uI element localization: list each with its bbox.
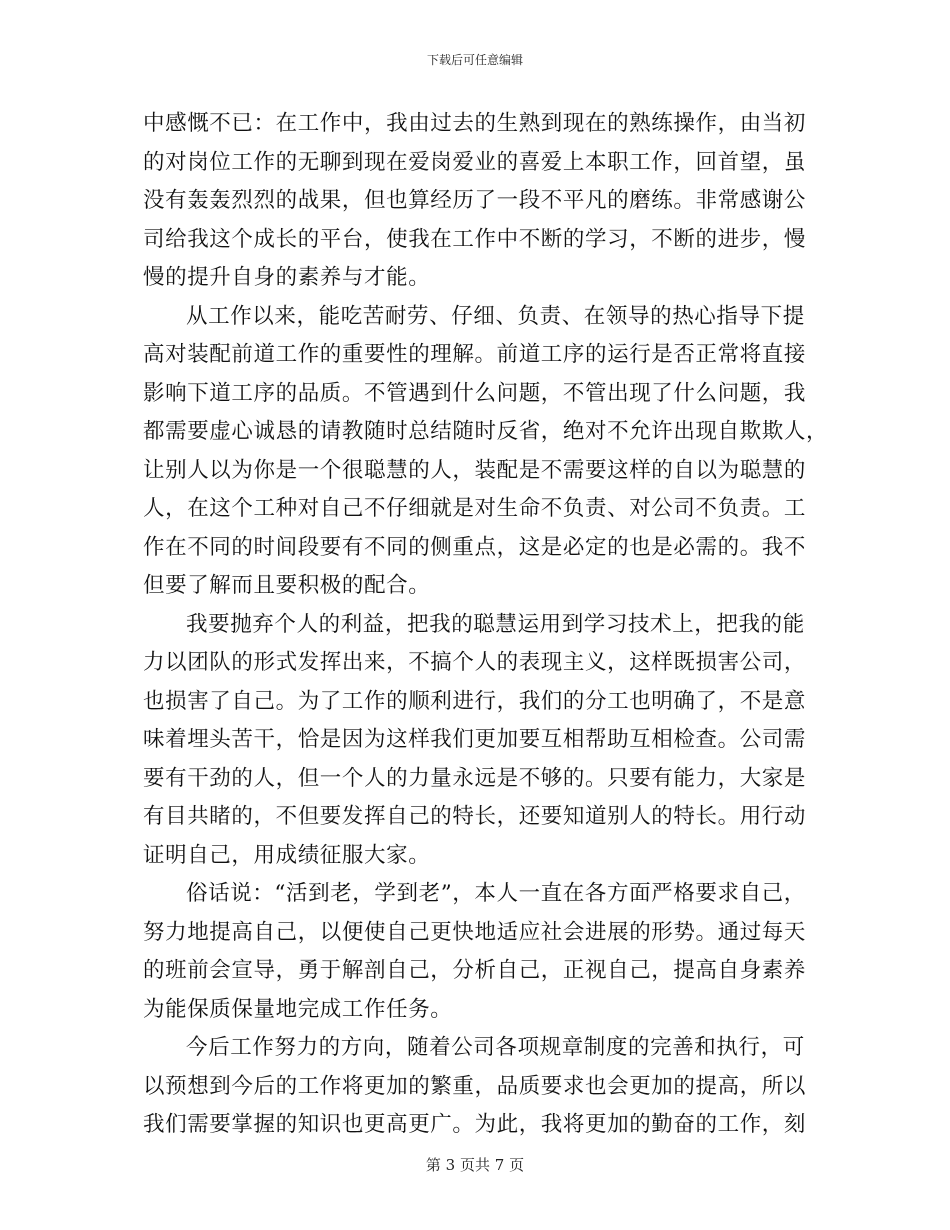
text-line: 中感慨不已：在工作中，我由过去的生熟到现在的熟练操作，由当初 — [143, 111, 807, 136]
text-line: 俗话说：“活到老，学到老”，本人一直在各方面严格要求自己， — [186, 881, 806, 906]
text-line: 以预想到今后的工作将更加的繁重，品质要求也会更加的提高，所以 — [143, 1073, 807, 1099]
text-line: 力以团队的形式发挥出来，不搞个人的表现主义，这样既损害公司， — [143, 650, 807, 675]
text-line: 从工作以来，能吃苦耐劳、仔细、负责、在领导的热心指导下提 — [186, 303, 805, 329]
text-line: 有目共睹的，不但要发挥自己的特长，还要知道别人的特长。用行动 — [143, 804, 807, 829]
text-line: 要有干劲的人，但一个人的力量永远是不够的。只要有能力，大家是 — [143, 765, 807, 791]
text-line: 努力地提高自己，以便使自己更快地适应社会进展的形势。通过每天 — [143, 919, 807, 945]
text-line: 没有轰轰烈烈的战果，但也算经历了一段不平凡的磨练。非常感谢公 — [143, 188, 807, 213]
text-line: 的对岗位工作的无聊到现在爱岗爱业的喜爱上本职工作，回首望，虽 — [143, 149, 807, 175]
document-body — [143, 105, 829, 1145]
text-line: 作在不同的时间段要有不同的侧重点，这是必定的也是必需的。我不 — [143, 534, 807, 560]
text-line: 影响下道工序的品质。不管遇到什么问题，不管出现了什么问题，我 — [143, 380, 807, 406]
text-line: 我要抛弃个人的利益，把我的聪慧运用到学习技术上，把我的能 — [186, 611, 805, 637]
text-line: 高对装配前道工作的重要性的理解。前道工序的运行是否正常将直接 — [143, 342, 807, 367]
page-footer: 第 3 页共 7 页 — [425, 1156, 525, 1174]
text-line: 慢的提升自身的素养与才能。 — [143, 265, 431, 290]
text-line: 证明自己，用成绩征服大家。 — [143, 842, 431, 868]
text-line: 今后工作努力的方向，随着公司各项规章制度的完善和执行，可 — [186, 1035, 805, 1060]
text-line: 的班前会宣导，勇于解剖自己，分析自己，正视自己，提高自身素养 — [143, 958, 807, 983]
text-line: 味着埋头苦干，恰是因为这样我们更加要互相帮助互相检查。公司需 — [143, 727, 807, 752]
text-line: 为能保质保量地完成工作任务。 — [143, 996, 453, 1022]
text-line: 人，在这个工种对自己不仔细就是对生命不负责、对公司不负责。工 — [143, 496, 807, 521]
page-header: 下载后可任意编辑 — [426, 53, 523, 67]
text-line: 都需要虚心诚恳的请教随时总结随时反省，绝对不允许出现自欺欺人， — [143, 419, 829, 444]
text-line: 司给我这个成长的平台，使我在工作中不断的学习，不断的进步，慢 — [143, 226, 807, 252]
text-line: 但要了解而且要积极的配合。 — [143, 573, 431, 598]
text-line: 也损害了自己。为了工作的顺利进行，我们的分工也明确了，不是意 — [143, 688, 807, 714]
text-line: 我们需要掌握的知识也更高更广。为此，我将更加的勤奋的工作，刻 — [143, 1112, 807, 1137]
text-line: 让别人以为你是一个很聪慧的人，装配是不需要这样的自以为聪慧的 — [143, 457, 807, 483]
